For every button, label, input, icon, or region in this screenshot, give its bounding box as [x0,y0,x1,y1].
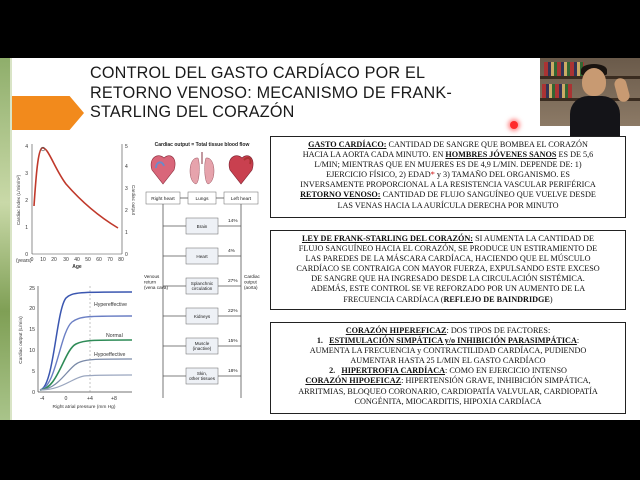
text-span: : COMO EN EJERCICIO INTENSO [445,366,567,376]
cardiac-index-age-chart [14,136,134,276]
box3-line [276,326,620,336]
y-tick: 0 [25,252,28,258]
organ-label: Muscle (inactive) [192,341,212,351]
box2-line: DE SANGRE QUE HA INGRESADO DESDE LA CIRCULACIÓN SISTÉMICA. [311,274,585,284]
x-tick: +8 [111,396,117,402]
text-span: CANTIDAD DE SANGRE QUE BOMBEA EL CORAZÓN [386,140,588,149]
box3-line: AUMENTAR HASTA 25 L/MIN EL GASTO CARDÍACO [350,356,546,366]
title-line: RETORNO VENOSO: MECANISMO DE FRANK- [90,83,452,102]
box3-line: ARRITMIAS, BLOQUEO CORONARIO, CARDIOPATÍA VALVULAR, CARDIOPATÍA [298,386,598,396]
x-tick: 30 [63,257,69,263]
y-tick-right: 4 [125,164,128,170]
y-tick-right: 0 [125,252,128,258]
y-tick: 5 [32,369,35,375]
box1-line [276,140,620,150]
text-span: : [576,336,580,346]
list-number: 1. [316,336,323,346]
organ-percent: 4% [228,249,235,254]
organ-percent: 15% [228,339,238,344]
y-axis-label: Cardiac output (L/min) [19,316,24,364]
list-number: 2. [329,366,336,376]
x-unit-label: (years) [16,258,32,264]
x-tick: 20 [51,257,57,263]
term-hipoeficaz: CORAZÓN HIPOEFICAZ [305,376,402,386]
cardiac-output-label: Cardiac output (aorta) [244,274,260,290]
corazon-eficaz-box [270,322,626,414]
slide-title [90,64,480,123]
y-tick-right: 1 [125,230,128,236]
box2-line: LAS PAREDES DE LA MÁSCARA CARDÍACA, HACIENDO QUE EL MÚSCULO [305,254,591,264]
diagram-title: Cardiac output = Total tissue blood flow [154,142,250,148]
organ-label: Brain [196,224,208,229]
decorative-leaf-strip [0,58,12,420]
text-span: SI AUMENTA LA CANTIDAD DE [473,234,595,243]
text-span: EJERCICIO FÍSICO, 2) EDAD [326,170,431,180]
y-axis-label-right: Cardiac output [131,185,136,215]
box1-line: LAS VENAS HACIA LA AURÍCULA DERECHA POR MINUTO [337,200,559,210]
text-span: : HIPERTENSIÓN GRAVE, INHIBICIÓN SIMPÁTICA, [401,376,591,386]
gasto-cardiaco-box [270,136,626,218]
frank-starling-curves-chart [14,280,138,418]
term-hipereficaz: CORAZÓN HIPEREFICAZ [345,326,447,335]
y-tick: 0 [32,390,35,396]
x-tick: 0 [30,257,34,263]
y-tick: 3 [25,171,28,177]
organ-label: Heart [196,254,208,259]
tissue-blood-flow-diagram [140,138,264,418]
x-axis-label: Age [72,264,82,270]
y-tick-right: 5 [125,144,128,150]
box2-line [276,295,620,305]
y-tick: 20 [29,306,35,312]
box3-line [276,376,620,386]
text-span: y 3) TAMAÑO DEL ORGANISMO. ES [434,170,570,180]
term-reflejo-bainbridge: REFLEJO DE BAINDRIDGE [443,294,550,304]
laser-pointer-dot [510,121,518,129]
box1-line: L/MIN; MIENTRAS QUE EN MUJERES ES DE 4,9 L/MIN. DEPENDE DE: 1) [314,160,582,170]
left-heart-label: Left heart [230,197,252,202]
organ-label: Splanchnic circulation [190,281,214,291]
term-frank-starling: LEY DE FRANK-STARLING DEL CORAZÓN: [301,234,474,243]
asterisk-mark: * [430,170,435,180]
y-tick: 25 [29,286,35,292]
orange-arrow-decoration [12,96,84,130]
x-tick: 60 [96,257,102,263]
x-tick: 0 [64,396,68,402]
y-tick-right: 3 [125,186,128,192]
term-retorno-venoso: RETORNO VENOSO: [300,190,381,200]
organ-percent: 22% [228,309,238,314]
x-tick: 70 [107,257,113,263]
organ-label: Skin, other tissues [188,371,216,381]
curve-label-normal: Normal [106,333,123,339]
x-tick: -4 [39,396,45,402]
organ-percent: 27% [228,279,238,284]
x-tick: 50 [85,257,91,263]
y-tick-right: 2 [125,208,128,214]
x-tick: 10 [40,257,46,263]
box3-line [276,336,620,346]
letterbox-bottom [0,420,640,480]
title-line: STARLING DEL CORAZÓN [90,103,295,121]
box3-line [276,366,620,376]
box1-line [276,190,620,200]
y-tick: 15 [29,327,35,333]
curve-label-hyper: Hypereffective [94,302,128,308]
webcam-presenter-video [540,58,640,126]
text-span: : DOS TIPOS DE FACTORES: [446,326,551,335]
box3-line: CONGÉNITA, MIOCARDITIS, HIPOXIA CARDÍACA [354,396,542,406]
y-tick: 10 [29,348,35,354]
organ-label: Kidneys [193,314,211,319]
term-hombres: HOMBRES JÓVENES SANOS [445,150,557,160]
box2-line: CARDÍACO SE CONTRAIGA CON MAYOR FUERZA, EXPULSANDO ESTE EXCESO [296,264,600,274]
frank-starling-box [270,230,626,310]
right-heart-label: Right heart [151,197,175,202]
x-tick: 80 [118,257,124,263]
text-span: ES DE 5,6 [556,150,594,160]
box1-line [276,150,620,160]
box3-line: AUMENTA LA FRECUENCIA y CONTRACTILIDAD CARDÍACA, PUDIENDO [309,346,587,356]
text-span: HACIA LA AORTA CADA MINUTO. EN [302,150,446,160]
y-tick: 1 [25,225,28,231]
lungs-label: Lungs [195,197,209,202]
term-hipertrofia: HIPERTROFIA CARDÍACA [341,366,446,376]
box1-line [276,170,620,180]
venous-return-label: Venous return (vena cava) [144,274,169,290]
x-tick: +4 [87,396,93,402]
text-span: CANTIDAD DE FLUJO SANGUÍNEO QUE VUELVE DESDE [380,190,596,200]
organ-percent: 18% [228,369,238,374]
y-tick: 4 [25,144,28,150]
organ-percent: 14% [228,219,238,224]
box2-line: FLUJO SANGUÍNEO HACIA EL CORAZÓN, SE PRODUCE UN ESTIRAMIENTO DE [298,244,598,254]
x-axis-label: Right atrial pressure (mm Hg) [52,405,116,410]
box2-line: ADEMÁS, ESTE CONTROL SE VE REFORZADO POR UN AUMENTO DE LA [310,284,586,294]
box2-line [276,234,620,244]
term-estimulacion: ESTIMULACIÓN SIMPÁTICA y/o INHIBICIÓN PARASIMPÁTICA [329,336,577,346]
text-span: FRECUENCIA CARDÍACA ( [343,294,444,304]
y-tick: 2 [25,198,28,204]
curve-label-hypo: Hypoeffective [94,352,126,358]
title-line: CONTROL DEL GASTO CARDÍACO POR EL [90,64,426,82]
term-gasto-cardiaco: GASTO CARDÍACO: [308,140,387,149]
text-span: ) [549,294,553,304]
box1-line: INVERSAMENTE PROPORCIONAL A LA RESISTENCIA VASCULAR PERIFÉRICA [300,180,596,190]
y-axis-label: Cardiac index (L/min/m²) [16,174,21,226]
x-tick: 40 [74,257,80,263]
